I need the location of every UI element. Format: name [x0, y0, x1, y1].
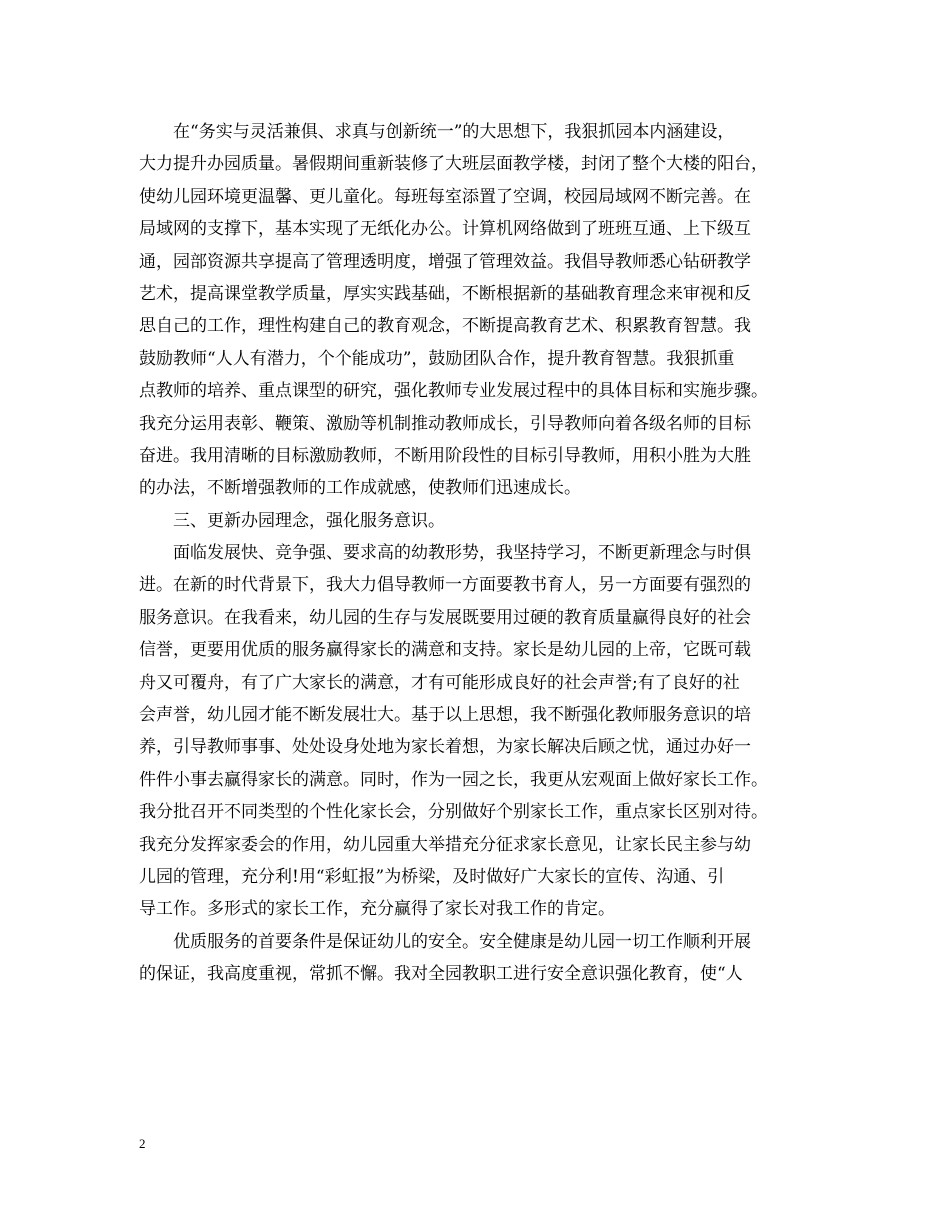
text-line: 件件小事去赢得家长的满意。同时，作为一园之长，我更从宏观面上做好家长工作。 — [139, 769, 768, 790]
text-line: 鼓励教师“人人有潜力，个个能成功”，鼓励团队合作，提升教育智慧。我狠抓重 — [139, 348, 735, 369]
text-line: 养，引导教师事事、处处设身处地为家长着想，为家长解决后顾之忧，通过办好一 — [139, 737, 751, 758]
text-line: 信誉，更要用优质的服务赢得家长的满意和支持。家长是幼儿园的上帝，它既可载 — [139, 640, 751, 661]
text-line: 在“务实与灵活兼俱、求真与创新统一”的大思想下，我狠抓园本内涵建设， — [173, 122, 735, 142]
text-line: 舟又可覆舟，有了广大家长的满意，才有可能形成良好的社会声誉;有了良好的社 — [139, 672, 740, 693]
text-line: 通，园部资源共享提高了管理透明度，增强了管理效益。我倡导教师悉心钻研教学 — [139, 251, 751, 272]
text-line: 优质服务的首要条件是保证幼儿的安全。安全健康是幼儿园一切工作顺利开展 — [173, 931, 751, 952]
text-line: 儿园的管理，充分利!用“彩虹报”为桥梁，及时做好广大家长的宣传、沟通、引 — [139, 866, 725, 887]
text-line: 我充分运用表彰、鞭策、激励等机制推动教师成长，引导教师向着各级名师的目标 — [139, 413, 751, 434]
text-line: 导工作。多形式的家长工作，充分赢得了家长对我工作的肯定。 — [139, 899, 615, 920]
page-number: 2 — [139, 1136, 146, 1151]
section-heading: 三、更新办园理念，强化服务意识。 — [173, 510, 445, 531]
text-line: 进。在新的时代背景下，我大力倡导教师一方面要教书育人，另一方面要有强烈的 — [139, 575, 751, 596]
text-line: 使幼儿园环境更温馨、更儿童化。每班每室添置了空调，校园局域网不断完善。在 — [139, 186, 751, 207]
text-line: 思自己的工作，理性构建自己的教育观念，不断提高教育艺术、积累教育智慧。我 — [139, 316, 751, 337]
text-line: 的保证，我高度重视，常抓不懈。我对全园教职工进行安全意识强化教育，使“人 — [139, 964, 743, 985]
text-line: 局域网的支撑下，基本实现了无纸化办公。计算机网络做到了班班互通、上下级互 — [139, 219, 751, 240]
text-line: 奋进。我用清晰的目标激励教师，不断用阶段性的目标引导教师，用积小胜为大胜 — [139, 445, 751, 466]
text-line: 我分批召开不同类型的个性化家长会，分别做好个别家长工作，重点家长区别对待。 — [139, 802, 768, 823]
text-line: 的办法，不断增强教师的工作成就感，使教师们迅速成长。 — [139, 478, 581, 499]
text-line: 面临发展快、竞争强、要求高的幼教形势，我坚持学习，不断更新理念与时俱 — [173, 543, 751, 564]
text-line: 我充分发挥家委会的作用，幼儿园重大举措充分征求家长意见，让家长民主参与幼 — [139, 834, 751, 855]
text-line: 艺术，提高课堂教学质量，厚实实践基础，不断根据新的基础教育理念来审视和反 — [139, 283, 751, 304]
text-line: 服务意识。在我看来，幼儿园的生存与发展既要用过硬的教育质量赢得良好的社会 — [139, 607, 751, 628]
text-line: 会声誉，幼儿园才能不断发展壮大。基于以上思想，我不断强化教师服务意识的培 — [139, 705, 751, 726]
body-text — [139, 116, 819, 991]
text-line: 点教师的培养、重点课型的研究，强化教师专业发展过程中的具体目标和实施步骤。 — [139, 381, 768, 402]
text-line: 大力提升办园质量。暑假期间重新装修了大班层面教学楼，封闭了整个大楼的阳台， — [139, 154, 768, 175]
